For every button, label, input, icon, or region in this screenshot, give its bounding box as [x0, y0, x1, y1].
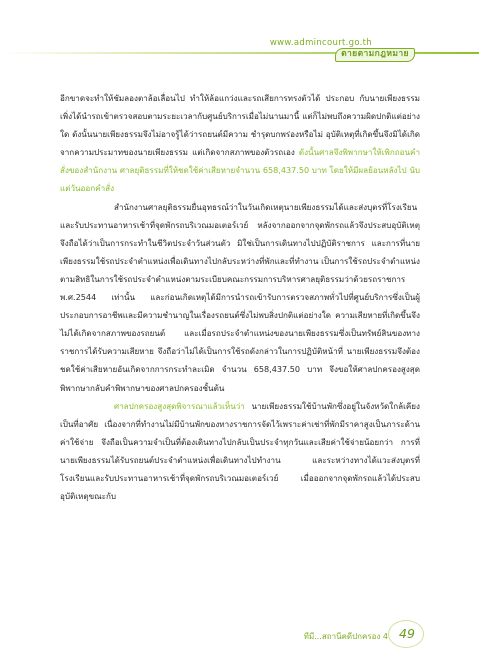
p1-line-2: กับนายเพียงธรรมเพิ่งได้นำรถเข้าตรวจสอบตามระยะเวลากับศูนย์บริการเมื่อไม่นานมานี้	[60, 93, 420, 122]
p1-line-4: ชำรุดบกพร่องหรือไม่ อุบัติเหตุที่เกิดขึ้นจึงมิได้เกิดจากความประมาทของนายเพียงธรรม	[60, 129, 420, 158]
p1-line-3: แต่ก็ไม่พบถึงความผิดปกติแต่อย่างใด ดังนั้นนายเพียงธรรมจึงไม่อาจรู้ได้ว่ารถยนต์มีความ	[60, 111, 420, 140]
p1-line-5-highlight: ดังนั้นศาลจึงพิพากษาให้เพิกถอนคำสั่งของสำนักงาน	[60, 147, 420, 176]
paragraph-2: สำนักงานศาลยุติธรรมยื่นอุทธรณ์ว่าในวันเกิดเหตุนายเพียงธรรมได้และส่งบุตรที่โรงเรียนและรับประทานอาหารเช้าที่จุดพักรถบริเวณมอเตอร์เวย์ หลังจากออกจากจุดพักรถแล้วจึงประสบอุบัติเหตุ จึงถือได้ว่าเป็นการกระทำในชีวิตประจำวันส่วนตัว มิใช่เป็นการเดินทางไปปฏิบัติราชการ และการที่นายเพียงธรรมใช้รถประจำตำแหน่งเพื่อเดินทางไปกลับระหว่างที่พักและที่ทำงาน เป็นการใช้รถประจำตำแหน่งตามสิทธิในการใช้รถประจำตำแหน่งตามระเบียบคณะกรรมการบริหารศาลยุติธรรมว่าด้วยรถราชการ พ.ศ.2544 เท่านั้น และก่อนเกิดเหตุได้มีการนำรถเข้ารับการตรวจสภาพทั่วไปที่ศูนย์บริการซึ่งเป็นผู้ประกอบการอาชีพและมีความชำนาญในเรื่องรถยนต์ซึ่งไม่พบสิ่งปกติแต่อย่างใด ความเสียหายที่เกิดขึ้นจึงไม่ได้เกิดจากสภาพของรถยนต์ และเมื่อรถประจำตำแหน่งของนายเพียงธรรมซึ่งเป็นทรัพย์สินของทางราชการได้รับความเสียหาย จึงถือว่าไม่ได้เป็นการใช้รถดังกล่าวในการปฏิบัติหน้าที่ นายเพียงธรรมจึงต้องชดใช้ค่าเสียหายอันเกิดจากการกระทำละเมิด จำนวน 658,437.50 บาท จึงขอให้ศาลปกครองสูงสุดพิพากษากลับคำพิพากษาของศาลปกครองชั้นต้น	[60, 201, 420, 393]
p1-line-5: แต่เกิดจากสภาพของตัวรถเอง	[192, 147, 299, 158]
p3-highlight: ศาลปกครองสูงสุดพิจารณาแล้วเห็นว่า	[114, 400, 245, 411]
page-number: 49	[399, 626, 415, 641]
website-url: www.admincourt.go.th	[269, 38, 372, 48]
paragraph-1	[60, 89, 420, 198]
p1-line-1: อีกขาดจะทำให้ชัมลองตาล้อเลื่อนไป ทำให้ล้อแกว่งและรถเสียการทรงตัวได้ ประกอบ	[60, 93, 355, 103]
p3-text: นายเพียงธรรมใช้บ้านพักซึ่งอยู่ในจังหวัดใกล้เคียงเป็นที่อาศัย เนื่องจากที่ทำงานไม่มีบ้านพักของทางราชการจัดไว้เพราะค่าเช่าที่พักมีราคาสูงเป็นภาระด้านค่าใช้จ่าย จึงถือเป็นความจำเป็นที่ต้องเดินทางไปกลับเป็นประจำทุกวันและเสียค่าใช้จ่ายน้อยกว่า การที่นายเพียงธรรมได้รับรถยนต์ประจำตำแหน่งเพื่อเดินทางไปทำงาน และระหว่างทางได้แวะส่งบุตรที่โรงเรียนและรับประทานอาหารเช้าที่จุดพักรถบริเวณมอเตอร์เวย์ เมื่อออกจากจุดพักรถแล้วได้ประสบอุบัติเหตุขณะกับ	[60, 400, 420, 502]
publication-logo: ตายตามกฎหมาย	[335, 48, 415, 62]
footer-series-title: ทีมี...สถานีคดีปกครอง 4	[303, 632, 388, 641]
p1-line-6-highlight: ศาลยุติธรรมที่ให้ชดใช้ค่าเสียหายจำนวน 658,437.50 บาท โดยให้มีผลย้อนหลังไป	[119, 165, 407, 176]
p1-line-7-highlight: นับแต่วันออกคำสั่ง	[60, 165, 421, 194]
paragraph-3	[60, 397, 420, 506]
article-body	[60, 89, 420, 505]
